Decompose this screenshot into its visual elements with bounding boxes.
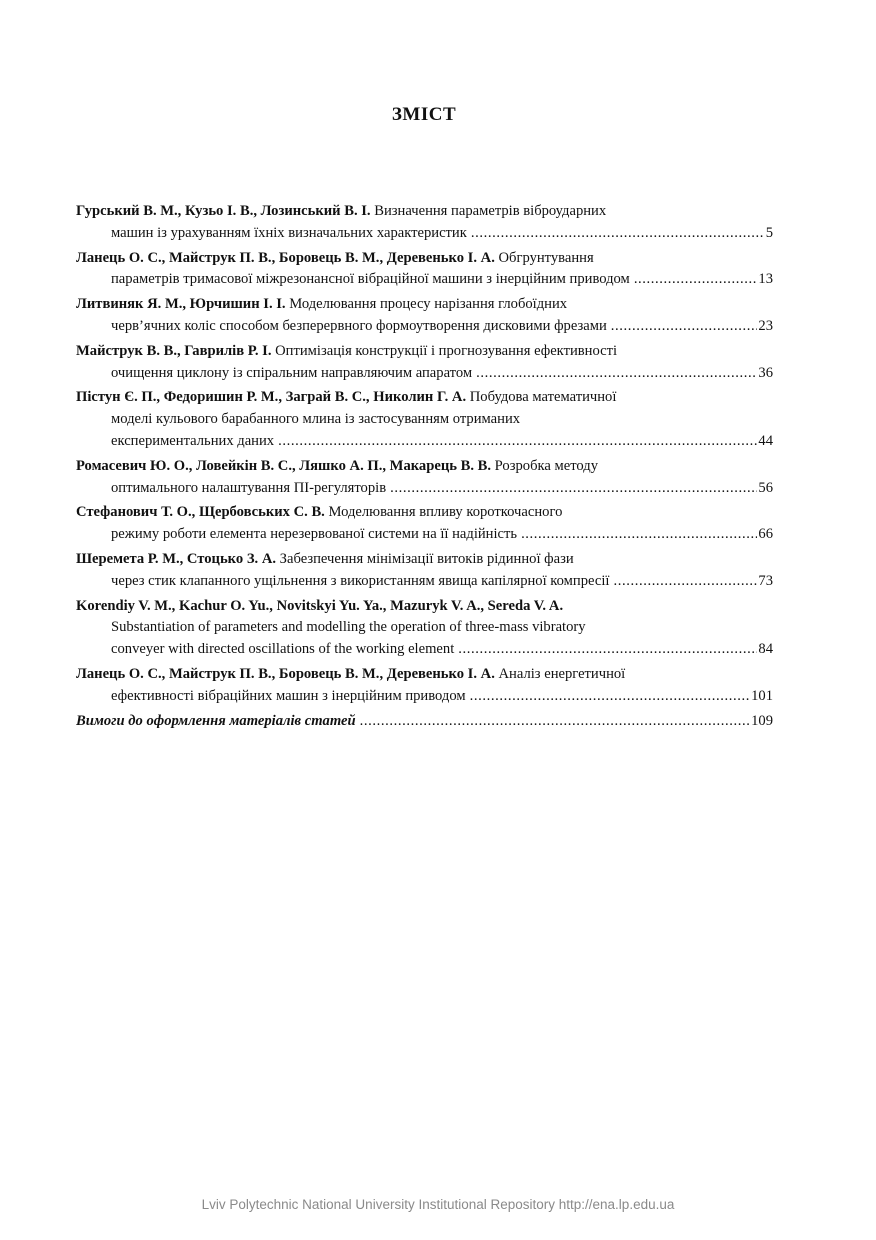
- toc-title-end: через стик клапанного ущільнення з використанням явища капілярної компресії: [111, 572, 610, 589]
- toc-title-end: параметрів тримасової міжрезонансної вібраційної машини з інерційним приводом: [111, 271, 630, 288]
- dot-leader: [470, 686, 751, 708]
- dot-leader: [360, 711, 751, 733]
- dot-leader: [278, 431, 757, 453]
- toc-page-number: 36: [758, 364, 773, 381]
- toc-authors: Пістун Є. П., Федоришин Р. М., Заграй В. С., Николин Г. А.: [76, 389, 467, 406]
- toc-entry[interactable]: [76, 549, 773, 593]
- toc-authors: Литвиняк Я. М., Юрчишин І. І.: [76, 296, 286, 313]
- toc-page-number: 23: [758, 317, 773, 334]
- toc-title-end: ефективності вібраційних машин з інерційним приводом: [111, 687, 466, 704]
- toc-title: Побудова математичної: [469, 389, 617, 406]
- toc-page-number: 109: [751, 712, 773, 729]
- toc-authors: Ланець О. С., Майструк П. В., Боровець В. М., Деревенько І. А.: [76, 249, 495, 266]
- toc-title: Аналіз енергетичної: [498, 665, 626, 682]
- toc-page-number: 84: [758, 641, 773, 658]
- toc-page-number: 5: [765, 224, 773, 241]
- toc-authors: Ромасевич Ю. О., Ловейкін В. С., Ляшко А. П., Макарець В. В.: [76, 457, 492, 474]
- dot-leader: [471, 223, 765, 245]
- dot-leader: [390, 478, 757, 500]
- toc-page-number: 13: [758, 271, 773, 288]
- toc-title: Розробка методу: [494, 457, 598, 474]
- toc-title: Обгрунтування: [498, 249, 594, 266]
- toc-title-end: експериментальних даних: [111, 432, 275, 449]
- toc-page-number: 66: [758, 526, 773, 543]
- dot-leader: [521, 524, 757, 546]
- toc-title: Моделювання впливу короткочасного: [328, 504, 563, 521]
- toc-authors: Korendiy V. M., Kachur O. Yu., Novitskyi Yu. Ya., Mazuryk V. A., Sereda V. A.: [76, 597, 564, 614]
- toc-title: Визначення параметрів віброударних: [374, 203, 607, 219]
- dot-leader: [613, 571, 757, 593]
- toc-authors: Гурський В. М., Кузьо І. В., Лозинський В. І.: [76, 203, 371, 219]
- toc-entry[interactable]: [76, 456, 773, 500]
- dot-leader: [634, 269, 758, 291]
- toc-title-end: черв’ячних коліс способом безперервного формоутворення дисковими фрезами: [111, 317, 607, 334]
- toc-entry[interactable]: [76, 502, 773, 546]
- toc-entry[interactable]: [76, 596, 773, 661]
- toc-requirements-label: Вимоги до оформлення матеріалів статей: [76, 712, 356, 729]
- toc-authors: Ланець О. С., Майструк П. В., Боровець В. М., Деревенько І. А.: [76, 665, 495, 682]
- dot-leader: [476, 363, 757, 385]
- toc-page-number: 44: [758, 432, 773, 449]
- toc-title-end: conveyer with directed oscillations of the working element: [111, 641, 455, 658]
- toc-entry-requirements[interactable]: [76, 711, 773, 733]
- toc-authors: Стефанович Т. О., Щербовських С. В.: [76, 504, 325, 521]
- toc-title-end: режиму роботи елемента нерезервованої системи на її надійність: [111, 526, 518, 543]
- toc-title-end: оптимального налаштування ПІ-регуляторів: [111, 479, 387, 496]
- toc-entry[interactable]: [76, 248, 773, 292]
- toc-title-end: очищення циклону із спіральним направляючим апаратом: [111, 364, 473, 381]
- toc-entry[interactable]: [76, 387, 773, 452]
- toc-title-line: моделі кульового барабанного млина із застосуванням отриманих: [111, 411, 521, 428]
- toc-page-number: 101: [751, 687, 773, 704]
- dot-leader: [611, 316, 758, 338]
- toc-title-end: машин із урахуванням їхніх визначальних характеристик: [111, 224, 467, 241]
- toc-page-number: 56: [758, 479, 773, 496]
- toc-title: Оптимізація конструкції і прогнозування ефективності: [275, 342, 618, 359]
- repository-footer: Lviv Polytechnic National University Institutional Repository http://ena.lp.edu.ua: [201, 1197, 675, 1212]
- toc-title: Забезпечення мінімізації витоків рідинної фази: [279, 550, 574, 567]
- toc-title: Моделювання процесу нарізання глобоїдних: [289, 296, 568, 313]
- toc-title-line: Substantiation of parameters and modelling the operation of three-mass vibratory: [111, 619, 586, 636]
- table-of-contents: [76, 201, 773, 735]
- toc-entry[interactable]: [76, 201, 773, 245]
- toc-entry[interactable]: [76, 294, 773, 338]
- page-title: ЗМІСТ: [391, 104, 457, 125]
- toc-page-number: 73: [758, 572, 773, 589]
- toc-authors: Майструк В. В., Гаврилів Р. І.: [76, 342, 272, 359]
- toc-authors: Шеремета Р. М., Стоцько З. А.: [76, 550, 277, 567]
- toc-entry[interactable]: [76, 341, 773, 385]
- dot-leader: [458, 639, 757, 661]
- toc-entry[interactable]: [76, 664, 773, 708]
